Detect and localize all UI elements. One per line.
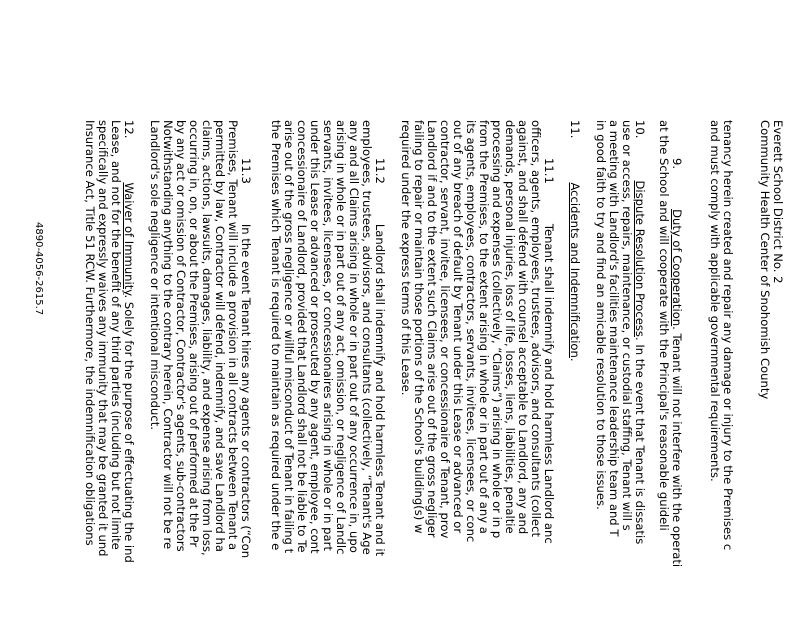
section-11-title-suffix: .	[568, 357, 582, 362]
section-11-3-line-8: Landlord's sole negligence or intentional misconduct.	[148, 120, 162, 430]
section-11-2-line-6: under this Lease or advanced or prosecuted by any agent, employee, cont	[308, 120, 322, 554]
section-11-1-line-4: demands, personal injuries, loss of life, losses, liens, liabilities, penaltie	[503, 120, 517, 534]
section-11-1-line-11: failing to repair or maintain those portions of the School's building(s) w	[412, 120, 426, 534]
section-11-2-line-2: employees, trustees, advisors, and consultants (collectively, “Tenant's Age	[360, 120, 374, 555]
section-11-1-number: 11.1	[542, 158, 556, 184]
section-11-3-line-1	[239, 158, 252, 558]
section-11-title: Accidents and Indemnification	[568, 182, 582, 358]
section-11-2-text: Landlord shall indemnify and hold harmless Tenant and it	[373, 223, 387, 557]
section-11-heading	[568, 120, 581, 362]
section-11-number: 11.	[568, 120, 582, 139]
header-district: Everett School District No. 2	[771, 120, 785, 284]
section-11-3-text: In the event Tenant hires any agents or contractors (“Con	[239, 223, 253, 559]
section-10-line-3: a meeting with Landlord's facilities maintenance leadership team and T	[607, 120, 621, 537]
document-code: 4890-4056-2615.7	[33, 222, 44, 316]
section-11-1-line-7: its agents, employees, contractors, servants, invitees, licensees, or conc	[464, 120, 478, 543]
section-10-title: Dispute Resolution Process	[633, 180, 647, 337]
section-11-3-line-6: by any act or omission of Contractor, Contractor's agents, sub-contractors	[174, 120, 188, 552]
section-10-line-2: use or access, repairs, maintenance, or custodial staffing, Tenant will s	[620, 120, 634, 531]
section-9-line-1	[670, 158, 683, 567]
section-11-2-line-1	[373, 158, 386, 556]
section-9-line-2: at the School and will cooperate with the Principal's reasonable guideli	[657, 120, 671, 531]
intro-line-1: tenancy herein created and repair any damage or injury to the Premises c	[721, 120, 735, 551]
section-11-2-line-5: servants, invitees, licensees, or concessionaires arising in whole or in part	[321, 120, 335, 551]
section-11-1-line-5: processing and expenses (collectively, “Claims”) arising in whole or in p	[490, 120, 504, 539]
section-10-line-1	[633, 120, 646, 544]
section-11-2-line-8: arise out of the gross negligence or willful misconduct of Tenant in failing t	[282, 120, 296, 554]
section-11-1-line-6: from the Premises, to the extent arising in whole or in part out of any a	[477, 120, 491, 534]
section-10-number: 10.	[633, 120, 647, 139]
section-12-line-4: Insurance Act, Title 51 RCW. Furthermore, the indemnification obligations	[83, 120, 97, 546]
section-9-text: . Tenant will not interfere with the operati	[670, 326, 684, 568]
section-11-1-line-9: contractor, servant, invitee, licensees, or concessionaire of Tenant, prov	[438, 120, 452, 539]
section-11-3-line-2: Premises, Tenant will include a provision in all contracts between Tenant a	[226, 120, 240, 551]
section-12-line-1	[122, 120, 135, 563]
section-11-1-line-8: out of any breach of default by Tenant under this Lease or advanced or	[451, 120, 465, 534]
section-11-2-line-3: any and all Claims arising in whole or in part out of any occurrence in, upo	[347, 120, 361, 553]
section-12-line-3: specifically and expressly waives any immunity that may be granted it und	[96, 120, 110, 557]
section-11-3-line-4: claims, actions, lawsuits, damages, liability, and expense arising from loss,	[200, 120, 214, 556]
section-12-number: 12.	[122, 120, 136, 139]
section-11-2-line-7: concessionaire of Landlord, provided that Landlord shall not be liable to Te	[295, 120, 309, 553]
intro-line-2: and must comply with applicable governmental requirements.	[708, 120, 722, 482]
section-11-2-number: 11.2	[373, 158, 387, 184]
section-11-2-line-9: the Premises which Tenant is required to maintain as required under the e	[269, 120, 283, 551]
section-11-1-line-10: Landlord if and to the extent such Claims arise out of the gross negliger	[425, 120, 439, 538]
section-11-2-line-4: arising in whole or in part out of any act, omission, or negligence of Landlc	[334, 120, 348, 555]
header-health-center: Community Health Center of Snohomish County	[758, 120, 772, 400]
section-11-1-text: Tenant shall indemnify and hold harmless Landlord anc	[542, 223, 556, 544]
section-9-title: Duty of Cooperation	[670, 209, 684, 327]
section-11-3-number: 11.3	[239, 158, 253, 184]
section-11-1-line-12: required under the express terms of this Lease.	[399, 120, 413, 396]
section-11-3-line-7: Notwithstanding anything to the contrary herein, Contractor will not be re	[161, 120, 175, 550]
section-12-line-2: Lease, and not for the benefit of any third parties (including but not limite	[109, 120, 123, 550]
section-12-text: . Solely for the purpose of effectuating the ind	[122, 294, 136, 563]
section-10-line-4: in good faith to try and find an amicable resolution to those issues.	[594, 120, 608, 510]
section-9-number: 9.	[670, 158, 684, 170]
section-11-3-line-5: occurring in, on, or about the Premises, arising out of performed at the Pr	[187, 120, 201, 548]
section-11-1-line-1	[542, 158, 555, 544]
section-11-3-line-3: permitted by law, Contractor will defend, indemnify, and save Landlord ha	[213, 120, 227, 552]
section-11-1-line-2: officers, agents, employees, trustees, advisors, and consultants (collect	[529, 120, 543, 537]
section-11-1-line-3: against, and shall defend with counsel acceptable to Landlord, any and	[516, 120, 530, 535]
section-12-title: Waiver of Immunity	[122, 182, 136, 295]
section-10-text: . In the event that Tenant is dissatis	[633, 336, 647, 545]
